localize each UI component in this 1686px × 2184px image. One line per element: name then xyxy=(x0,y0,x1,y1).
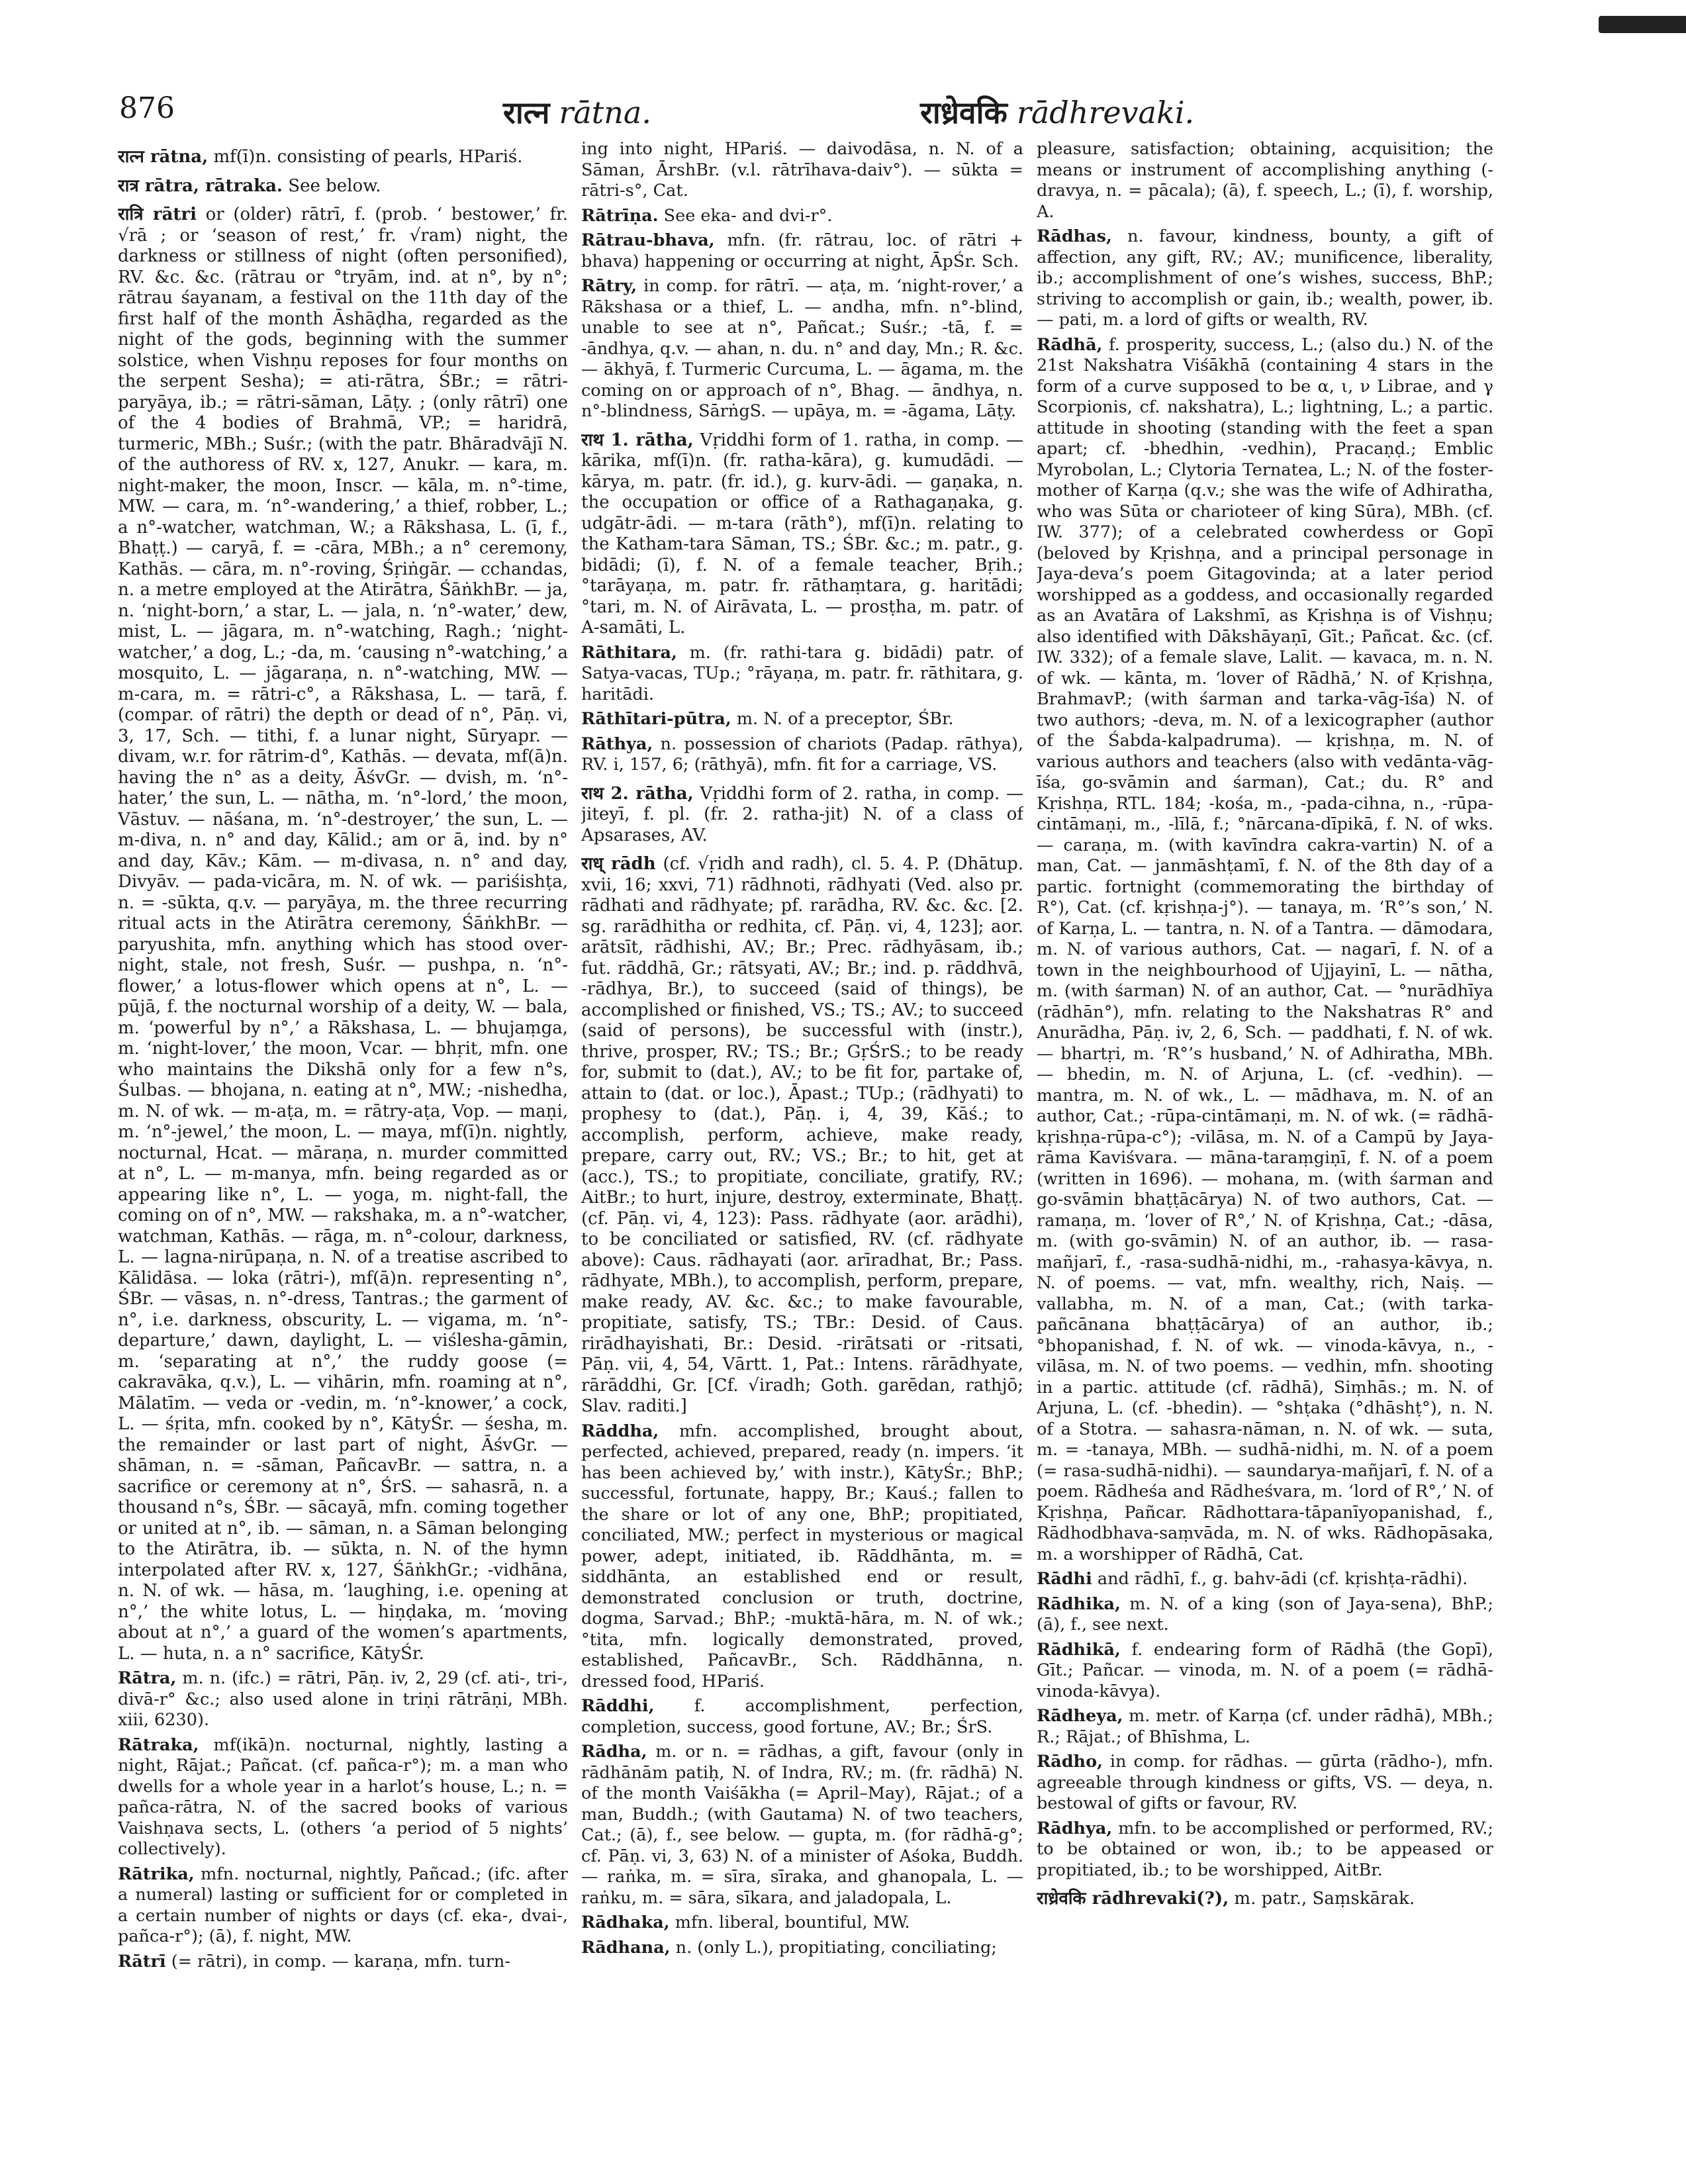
entry-headword: राध्रेवकि rādhrevaki(?), xyxy=(1037,1889,1229,1909)
entry-body: (= rātri), in comp. — karaṇa, mfn. turn- xyxy=(165,1951,510,1971)
dictionary-entry xyxy=(1037,335,1493,1566)
entry-body: Vṛiddhi form of 2. ratha, in comp. — jiteyī, f. pl. (fr. 2. ratha-jit) N. of a class of Apsarases, AV. xyxy=(581,783,1023,845)
page-corner-mark xyxy=(1599,16,1686,33)
entry-body: mf(ikā)n. nocturnal, nightly, lasting a night, Rājat.; Pañcat. (cf. pañca-r°); m. a man who dwells for a whole year in a harlot’s house, L.; n. = pañca-rātra, N. of the sacred books of various Vaishṇava sects, L. (others ‘a period of 5 nights’ collectively). xyxy=(118,1734,568,1859)
dictionary-entry xyxy=(118,176,568,197)
entry-body: m. N. of a king (son of Jaya-sena), BhP.; (ā), f., see next. xyxy=(1037,1593,1493,1635)
right-running-head xyxy=(920,91,1194,132)
page-number: 876 xyxy=(119,91,175,125)
entry-headword: राथ 2. rātha, xyxy=(581,783,694,804)
entry-headword: Rāddhi, xyxy=(581,1696,655,1716)
entry-body: mfn. to be accomplished or performed, RV.; to be obtained or won, ib.; to be appeased or propitiated, ib.; to be worshipped, AitBr. xyxy=(1037,1818,1493,1880)
dictionary-entry xyxy=(1037,139,1493,222)
dictionary-entry xyxy=(581,784,1023,847)
dictionary-entry xyxy=(1037,1752,1493,1815)
dictionary-entry xyxy=(581,734,1023,776)
entry-body: m. or n. = rādhas, a gift, favour (only in rādhānām patiḥ, N. of Indra, RV.; m. (fr. rādhā) N. of the month Vaiśākha (= April–May), Rājat.; of a man, Buddh.; (with Gautama) N. of two teachers, Cat.; (ā), f., see below. — gupta, m. (for rādhā-g°; cf. Pāṇ. vi, 3, 63) N. of a minister of Aśoka, Buddh. — raṅka, m. = sīra, sīraka, and ghanopala, L. — raṅku, m. = sāra, sīkara, and jaladopala, L. xyxy=(581,1742,1023,1908)
entry-body: m. n. (ifc.) = rātri, Pāṇ. iv, 2, 29 (cf. ati-, tri-, divā-r° &c.; also used alone in triṇi rātrāṇi, MBh. xiii, 6230). xyxy=(118,1668,568,1730)
dictionary-entry xyxy=(581,1742,1023,1909)
entry-headword: Rādhya, xyxy=(1037,1818,1113,1838)
left-head-devanagari: रात्न xyxy=(503,95,550,130)
dictionary-entry xyxy=(118,147,568,168)
entry-body: mfn. accomplished, brought about, perfected, achieved, prepared, ready (n. impers. ‘it has been achieved by,’ with instr.), KātyŚr.; BhP.; successful, fortunate, happy, Br.; Kauś.; fallen to the share or lot of any one, BhP.; propitiated, conciliated, MW.; perfect in mysterious or magical power, adept, initiated, ib. Rāddhānta, m. = siddhānta, an established end or result, demonstrated conclusion or truth, doctrine, dogma, Sarvad.; BhP.; -muktā-hāra, m. N. of wk.; °tita, mfn. logically demonstrated, proved, established, PañcavBr., Sch. Rāddhānna, n. dressed food, HPariś. xyxy=(581,1421,1023,1691)
entry-headword: Rādhika, xyxy=(1037,1593,1121,1614)
dictionary-entry xyxy=(581,206,1023,227)
entry-body: m. metr. of Karṇa (cf. under rādhā), MBh.; R.; Rājat.; of Bhīshma, L. xyxy=(1037,1706,1493,1747)
dictionary-entry xyxy=(581,854,1023,1417)
entry-headword: रात्र rātra, rātraka. xyxy=(118,175,283,196)
entry-body: m. (fr. rathi-tara g. bidādi) patr. of Satya-vacas, TUp.; °rāyaṇa, m. patr. fr. rāthitara, g. haritādi. xyxy=(581,642,1023,704)
entry-body: mfn. (fr. rātrau, loc. of rātri + bhava) happening or occurring at night, ĀpŚr. Sch. xyxy=(581,230,1023,271)
entry-headword: रात्न rātna, xyxy=(118,147,209,167)
entry-headword: राथ 1. rātha, xyxy=(581,430,694,450)
dictionary-entry xyxy=(1037,1889,1493,1910)
dictionary-entry xyxy=(1037,226,1493,331)
entry-headword: रात्रि rātri xyxy=(118,205,197,224)
dictionary-entry xyxy=(581,709,1023,730)
dictionary-entry xyxy=(581,430,1023,639)
dictionary-entry xyxy=(581,1938,1023,1959)
dictionary-entry xyxy=(581,1421,1023,1693)
entry-body: or (older) rātrī, f. (prob. ‘ bestower,’ fr. √rā ; or ‘season of rest,’ fr. √ram) night, the darkness or stillness of night (often personified), RV. &c. &c. (rātrau or °tryām, ind. at n°, by n°; rātrau śayanam, a festival on the 11th day of the first half of the month Āshāḍha, regarded as the night of the gods, beginning with the summer solstice, when Vishṇu reposes for four months on the serpent Sesha); = ati-rātra, ŚBr.; = rātri-paryāya, ib.; = rātri-sāman, Lāṭy. ; (only rātrī) one of the 4 bodies of Brahmā, VP.; = haridrā, turmeric, MBh.; Suśr.; (with the patr. Bhāradvājī N. of the authoress of RV. x, 127, Anukr. — kara, m. night-maker, the moon, Inscr. — kāla, m. n°-time, MW. — cara, m. ‘n°-wandering,’ a thief, robber, L.; a n°-watcher, watchman, W.; a Rākshasa, L. (ī, f., Bhaṭṭ.) — caryā, f. = -cāra, MBh.; a n° ceremony, Kathās. — cāra, m. n°-roving, Śṛiṅgār. — cchandas, n. a metre employed at the Atirātra, ŚāṅkhBr. — ja, n. ‘night-born,’ a star, L. — jala, n. ‘n°-water,’ dew, mist, L. — jāgara, m. n°-watching, Ragh.; ‘night-watcher,’ a dog, L.; -da, m. ‘causing n°-watching,’ a mosquito, L. — jāgaraṇa, n. n°-watching, MW. — m-cara, m. = rātri-c°, a Rākshasa, L. — tarā, f. (compar. of rātri) the depth or dead of n°, Pāṇ. vi, 3, 17, Sch. — tithi, f. a lunar night, Sūryapr. — divam, w.r. for rātrim-d°, Kathās. — devata, mf(ā)n. having the n° as a deity, ĀśvGr. — dvish, m. ‘n°-hater,’ the sun, L. — nātha, m. ‘n°-lord,’ the moon, Vāstuv. — nāśana, m. ‘n°-destroyer,’ the sun, L. — m-diva, n. n° and day, Kālid.; am or ā, ind. by n° and day, Kāv.; Kām. — m-divasa, n. n° and day, Divyāv. — pada-vicāra, m. N. of wk. — pariśishṭa, n. = -sūkta, q.v. — paryāya, m. the three recurring ritual acts in the Atirātra ceremony, ŚāṅkhBr. — paryushita, mfn. anything which has stood over-night, stale, not fresh, Suśr. — pushpa, n. ‘n°-flower,’ a lotus-flower which opens at n°, L. — pūjā, f. the nocturnal worship of a deity, W. — bala, m. ‘powerful by n°,’ a Rākshasa, L. — bhujaṃga, m. ‘night-lover,’ the moon, Vcar. — bhṛit, mfn. one who maintains the Dikshā only for a few n°s, Śulbas. — bhojana, n. eating at n°, MW.; -nishedha, m. N. of wk. — m-aṭa, m. = rātry-aṭa, Vop. — maṇi, m. ‘n°-jewel,’ the moon, L. — maya, mf(ī)n. nightly, nocturnal, Hcat. — māraṇa, n. murder committed at n°, L. — m-manya, mfn. being regarded as or appearing like n°, L. — yoga, m. night-fall, the coming on of n°, MW. — rakshaka, m. a n°-watcher, watchman, Kathās. — rāga, m. n°-colour, darkness, L. — lagna-nirūpaṇa, n. N. of a treatise ascribed to Kālidāsa. — loka (rātri-), mf(ā)n. representing n°, ŚBr. — vāsas, n. n°-dress, Tantras.; the garment of n°, i.e. darkness, obscurity, L. — vigama, m. ‘n°-departure,’ dawn, daylight, L. — viślesha-gāmin, m. ‘separating at n°,’ the ruddy goose (= cakravāka, q.v.), L. — vihārin, mfn. roaming at n°, Mālatīm. — veda or -vedin, m. ‘n°-knower,’ a cock, L. — śṛita, mfn. cooked by n°, KātyŚr. — śesha, m. the remainder or last part of night, ĀśvGr. — shāman, n. = -sāman, PañcavBr. — sattra, n. a sacrifice or ceremony at n°, ŚrS. — sahasrā, n. a thousand n°s, ŚBr. — sācayā, mfn. coming together or united at n°, ib. — sāman, n. a Sāman belonging to the Atirātra, ib. — sūkta, n. N. of the hymn interpolated after RV. x, 127, ŚāṅkhGr.; -vidhāna, n. N. of wk. — hāsa, m. ‘laughing, i.e. opening at n°,’ the white lotus, L. — hiṇḍaka, m. ‘moving about at n°,’ a guard of the women’s apartments, L. — huta, n. a n° sacrifice, KātyŚr. xyxy=(118,205,568,1664)
entry-body: ing into night, HPariś. — daivodāsa, n. N. of a Sāman, ĀrshBr. (v.l. rātrīhava-daiv°). — sūkta = rātri-s°, Cat. xyxy=(581,139,1023,201)
entry-headword: Rātrī xyxy=(118,1951,166,1971)
entry-headword: Rātrau-bhava, xyxy=(581,230,715,250)
entry-body: and rādhī, f., g. bahv-ādi (cf. kṛishṭa-rādhi). xyxy=(1092,1569,1468,1589)
entry-headword: Rāthya, xyxy=(581,734,653,754)
dictionary-entry xyxy=(581,230,1023,272)
column-1 xyxy=(118,139,568,2158)
dictionary-entry xyxy=(1037,1594,1493,1636)
entry-headword: Rādhaka, xyxy=(581,1913,670,1932)
dictionary-entry xyxy=(1037,1569,1493,1590)
entry-body: mf(ī)n. consisting of pearls, HPariś. xyxy=(208,147,523,167)
entry-headword: Rātrīṇa. xyxy=(581,205,659,226)
dictionary-entry xyxy=(118,1668,568,1731)
entry-body: Vṛiddhi form of 1. ratha, in comp. — kārika, mf(ī)n. (fr. ratha-kāra), g. kumudādi. — kārya, m. patr. (fr. id.), g. kurv-ādi. — gaṇaka, n. the occupation or office of a Rathagaṇaka, g. udgātr-ādi. — m-tara (rāth°), mf(ī)n. relating to the Katham-tara Sāman, TS.; ŚBr. &c.; m. patr., g. bidādi; (ī), f. N. of a female teacher, Bṛih.; °tarāyaṇa, m. patr. fr. rāthaṃtara, g. haritādi; °tari, m. N. of Airāvata, L. — prosṭha, m. patr. of A-samāti, L. xyxy=(581,430,1023,638)
dictionary-entry xyxy=(581,1696,1023,1738)
entry-body: in comp. for rātrī. — aṭa, m. ‘night-rover,’ a Rākshasa or a thief, L. — andha, mfn. n°-blind, unable to see at n°, Pañcat.; Suśr.; -tā, f. = -āndhya, q.v. — ahan, n. du. n° and day, Mn.; R. &c. — ākhyā, f. Turmeric Curcuma, L. — āgama, m. the coming on or approach of n°, Bhag. — āndhya, n. n°-blindness, SārṅgS. — upāya, m. = -āgama, Lāṭy. xyxy=(581,276,1023,421)
dictionary-entry xyxy=(581,643,1023,706)
entry-body: mfn. liberal, bountiful, MW. xyxy=(669,1913,910,1932)
entry-body: mfn. nocturnal, nightly, Pañcad.; (ifc. after a numeral) lasting or sufficient for or completed in a certain number of nights or days (cf. eka-, dvai-, pañca-r°); (ā), f. night, MW. xyxy=(118,1864,568,1946)
entry-body: See eka- and dvi-r°. xyxy=(658,205,833,226)
dictionary-entry xyxy=(581,1913,1023,1934)
entry-body: f. accomplishment, perfection, completion, success, good fortune, AV.; Br.; ŚrS. xyxy=(581,1696,1023,1737)
dictionary-entry xyxy=(118,205,568,1664)
dictionary-entry xyxy=(581,139,1023,202)
entry-body: n. (only L.), propitiating, conciliating; xyxy=(670,1937,997,1958)
entry-body: in comp. for rādhas. — gūrta (rādho-), mfn. agreeable through kindness or gifts, VS. — deya, n. bestowal of gifts or favour, RV. xyxy=(1037,1752,1493,1813)
entry-body: f. prosperity, success, L.; (also du.) N. of the 21st Nakshatra Viśākhā (containing 4 stars in the form of a curve supposed to be α, ι, ν Librae, and γ Scorpionis, cf. nakshatra), L.; lightning, L.; a partic. attitude in shooting (standing with the feet a span apart; cf. -bhedhin, -vedhin), Pracaṇḍ.; Emblic Myrobolan, L.; Clytoria Ternatea, L.; N. of the foster-mother of Karṇa (q.v.; she was the wife of Adhiratha, who was Sūta or charioteer of king Sūra), MBh. (cf. IW. 377); of a celebrated cowherdess or Gopī (beloved by Kṛishṇa, and a principal personage in Jaya-deva’s poem Gitagovinda; at a later period worshipped as a goddess, and occasionally regarded as an Avatāra of Lakshmī, as Kṛishṇa is of Vishṇu; also identified with Dākshāyaṇī, Gīt.; Pañcat. &c. (cf. IW. 332); of a female slave, Lalit. — kavaca, m. n. N. of wk. — kānta, m. ‘lover of Rādhā,’ N. of Kṛishṇa, BrahmavP.; (with śarman and tarka-vāg-īśa) N. of two authors; -deva, m. N. of a lexicographer (author of the Śabda-kalpadruma). — kṛishṇa, m. N. of various authors and teachers (also with vedānta-vāg-īśa, go-svāmin and śarman), Cat.; du. R° and Kṛishṇa, RTL. 184; -kośa, m., -pada-cihna, n., -rūpa-cintāmaṇi, m., -līlā, f.; °nārcana-dīpikā, f. N. of wks. — caraṇa, m. (with kavīndra cakra-vartin) N. of a man, Cat. — janmāshṭamī, f. N. of the 8th day of a partic. fortnight (commemorating the birthday of R°), Cat. (cf. kṛishṇa-j°). — tanaya, m. ‘R°’s son,’ N. of Karṇa, L. — tantra, n. N. of a Tantra. — dāmodara, m. N. of various authors, Cat. — nagarī, f. N. of a town in the neighbourhood of Ujjayinī, L. — nātha, m. (with śarman) N. of an author, Cat. — °nurādhīya (rādhān°), mfn. relating to the Nakshatras R° and Anurādha, Pāṇ. iv, 2, 6, Sch. — paddhati, f. N. of wk. — bhartṛi, m. ‘R°’s husband,’ N. of Adhiratha, MBh. — bhedin, m. N. of Arjuna, L. (cf. -vedhin). — mantra, m. N. of wk., L. — mādhava, m. N. of an author, Cat.; -rūpa-cintāmaṇi, m. N. of wk. (= rādhā-kṛishṇa-rūpa-c°); -vilāsa, m. N. of a Campū by Jaya-rāma Kaviśvara. — māna-taraṃgiṇī, f. N. of a poem (written in 1696). — mohana, m. (with śarman and go-svāmin bhaṭṭācārya) N. of two authors, Cat. — ramaṇa, m. ‘lover of R°,’ N. of Kṛishṇa, Cat.; -dāsa, m. (with go-svāmin) N. of an author, ib. — rasa-mañjarī, f., -rasa-sudhā-nidhi, m., -rahasya-kāvya, n. N. of poems. — vat, mfn. wealthy, rich, Naiṣ. — vallabha, m. N. of a man, Cat.; (with tarka-pañcānana bhaṭṭācārya) of an author, ib.; °bhopanishad, f. N. of wk. — vinoda-kāvya, n., -vilāsa, m. N. of two poems. — vedhin, mfn. shooting in a partic. attitude (cf. rādhā), Siṃhās.; m. N. of Arjuna, L. (cf. -bhedin). — °shṭaka (°dhāshṭ°), n. N. of a Stotra. — sahasra-nāman, n. N. of wk. — suta, m. = -tanaya, MBh. — sudhā-nidhi, m. N. of a poem (= rasa-sudhā-nidhi). — saundarya-mañjarī, f. N. of a poem. Rādheśa and Rādheśvara, m. ‘lord of R°,’ N. of Kṛishṇa, Pañcar. Rādhottara-tāpanīyopanishad, f., Rādhodbhava-saṃvāda, m. N. of wks. Rādhopāsaka, m. a worshipper of Rādhā, Cat. xyxy=(1037,334,1493,1564)
right-head-translit: rādhrevaki. xyxy=(1016,95,1195,130)
entry-headword: Rādhas, xyxy=(1037,226,1112,246)
entry-headword: Rādhi xyxy=(1037,1569,1092,1589)
page-header xyxy=(119,85,1443,138)
dictionary-entry xyxy=(1037,1706,1493,1748)
entry-headword: Rādha, xyxy=(581,1742,647,1762)
dictionary-entry xyxy=(1037,1819,1493,1881)
entry-headword: Rātry, xyxy=(581,276,637,296)
column-3 xyxy=(1037,139,1493,2158)
entry-body: m. N. of a preceptor, ŚBr. xyxy=(731,709,954,729)
entry-headword: Rāthītari-pūtra, xyxy=(581,709,731,729)
entry-headword: Rādheya, xyxy=(1037,1706,1123,1726)
entry-headword: Rādhikā, xyxy=(1037,1639,1121,1660)
entry-headword: Rāddha, xyxy=(581,1421,659,1441)
dictionary-entry xyxy=(581,276,1023,422)
column-2 xyxy=(581,139,1023,2158)
dictionary-entry xyxy=(118,1952,568,1973)
entry-body: pleasure, satisfaction; obtaining, acquisition; the means or instrument of accomplishing anything (-dravya, n. = pācala); (ā), f. speech, L.; (ī), f. worship, A. xyxy=(1037,139,1493,222)
entry-headword: राध् rādh xyxy=(581,854,656,874)
entry-headword: Rādhana, xyxy=(581,1937,671,1958)
dictionary-entry xyxy=(118,1864,568,1948)
dictionary-entry xyxy=(1037,1640,1493,1703)
entry-body: n. favour, kindness, bounty, a gift of affection, any gift, RV.; AV.; munificence, liberality, ib.; accomplishment of one’s wishes, success, BhP.; striving to accomplish or gain, ib.; wealth, power, ib. — pati, m. a lord of gifts or wealth, RV. xyxy=(1037,226,1493,330)
entry-headword: Rāthitara, xyxy=(581,642,677,663)
entry-headword: Rādhā, xyxy=(1037,334,1103,355)
entry-body: n. possession of chariots (Padap. rāthya), RV. i, 157, 6; (rāthyā), mfn. fit for a carriage, VS. xyxy=(581,734,1023,775)
entry-body: See below. xyxy=(283,175,381,196)
entry-headword: Rādho, xyxy=(1037,1752,1103,1772)
entry-headword: Rātrika, xyxy=(118,1864,195,1884)
left-running-head xyxy=(503,91,651,132)
entry-body: f. endearing form of Rādhā (the Gopī), Gīt.; Pañcar. — vinoda, m. N. of a poem (= rādhā-vinoda-kāvya). xyxy=(1037,1639,1493,1701)
entry-headword: Rātraka, xyxy=(118,1734,199,1755)
left-head-translit: rātna. xyxy=(559,95,651,130)
entry-body: (cf. √ṛidh and radh), cl. 5. 4. P. (Dhātup. xvii, 16; xxvi, 71) rādhnoti, rādhyati (Ved. also pr. rādhati and rādhyate; pf. rarādha, RV. &c. &c. [2. sg. rarādhitha or redhita, cf. Pāṇ. vi, 4, 123]; aor. arātsīt, rādhishi, AV.; Br.; Prec. rādhyāsam, ib.; fut. rāddhā, Gr.; rātsyati, AV.; Br.; ind. p. rāddhvā, -rādhya, Br.), to succeed (said of things), be accomplished or finished, VS.; TS.; AV.; to succeed (said of persons), be successful with (instr.), thrive, prosper, RV.; TS.; Br.; GṛŚrS.; to be ready for, submit to (dat.), AV.; to be fit for, partake of, attain to (dat. or loc.), Āpast.; TUp.; (rādhyati) to prophesy to (dat.), Pāṇ. i, 4, 39, Kāś.; to accomplish, perform, achieve, make ready, prepare, carry out, RV.; VS.; Br.; to hit, get at (acc.), TS.; to propitiate, conciliate, gratify, RV.; AitBr.; to hurt, injure, destroy, exterminate, Bhaṭṭ. (cf. Pāṇ. vi, 4, 123): Pass. rādhyate (aor. arādhi), to be conciliated or satisfied, RV. (cf. rādhyate above): Caus. rādhayati (aor. arīradhat, Br.; Pass. rādhyate, MBh.), to accomplish, perform, prepare, make ready, AV. &c. &c.; to make favourable, propitiate, satisfy, TS.; TBr.: Desid. of Caus. rirādhayishati, Br.: Desid. -rirātsati or -ritsati, Pāṇ. vii, 4, 54, Vārtt. 1, Pat.: Intens. rārādhyate, rārāddhi, Gr. [Cf. √iradh; Goth. garēdan, rathjō; Slav. raditi.] xyxy=(581,854,1023,1416)
dictionary-entry xyxy=(118,1735,568,1860)
entry-headword: Rātra, xyxy=(118,1668,177,1688)
right-head-devanagari: राध्रेवकि xyxy=(920,95,1007,130)
entry-body: m. patr., Saṃskārak. xyxy=(1229,1889,1415,1909)
